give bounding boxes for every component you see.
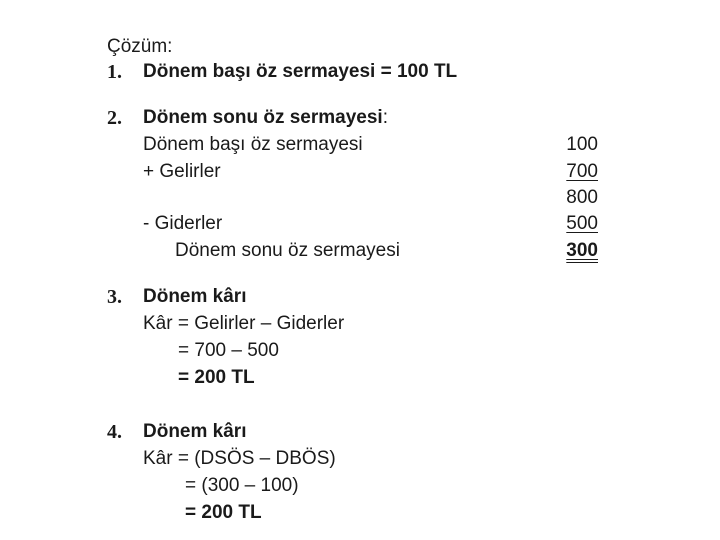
item4-line: = (300 – 100) bbox=[185, 475, 299, 496]
item2-row-value: 100 bbox=[566, 134, 598, 155]
item3-line: = 700 – 500 bbox=[178, 340, 279, 361]
item2-row-value: 700 bbox=[566, 161, 598, 182]
item3-number: 3. bbox=[107, 286, 122, 308]
item4-line: = 200 TL bbox=[185, 502, 262, 523]
item2-row-label: - Giderler bbox=[143, 213, 223, 234]
item2-row-label: Dönem sonu öz sermayesi bbox=[175, 240, 400, 261]
item3-line: = 200 TL bbox=[178, 367, 255, 388]
item2-heading-colon: : bbox=[382, 107, 388, 128]
item3-heading: Dönem kârı bbox=[143, 286, 247, 307]
item2-number: 2. bbox=[107, 107, 122, 129]
item1-text: Dönem başı öz sermayesi = 100 TL bbox=[143, 61, 458, 82]
item2-row-value: 800 bbox=[566, 187, 598, 208]
item4-heading: Dönem kârı bbox=[143, 421, 247, 442]
item2-row-label: + Gelirler bbox=[143, 161, 221, 182]
item2-row-label: Dönem başı öz sermayesi bbox=[143, 134, 363, 155]
item2-heading-line bbox=[143, 107, 388, 129]
solution-label: Çözüm: bbox=[107, 36, 173, 57]
item2-row-value: 300 bbox=[566, 240, 598, 261]
item1-number: 1. bbox=[107, 61, 122, 83]
item4-line: Kâr = (DSÖS – DBÖS) bbox=[143, 448, 336, 469]
item2-row-value: 500 bbox=[566, 213, 598, 234]
item4-number: 4. bbox=[107, 421, 122, 443]
item2-heading: Dönem sonu öz sermayesi bbox=[143, 107, 383, 128]
item3-line: Kâr = Gelirler – Giderler bbox=[143, 313, 345, 334]
